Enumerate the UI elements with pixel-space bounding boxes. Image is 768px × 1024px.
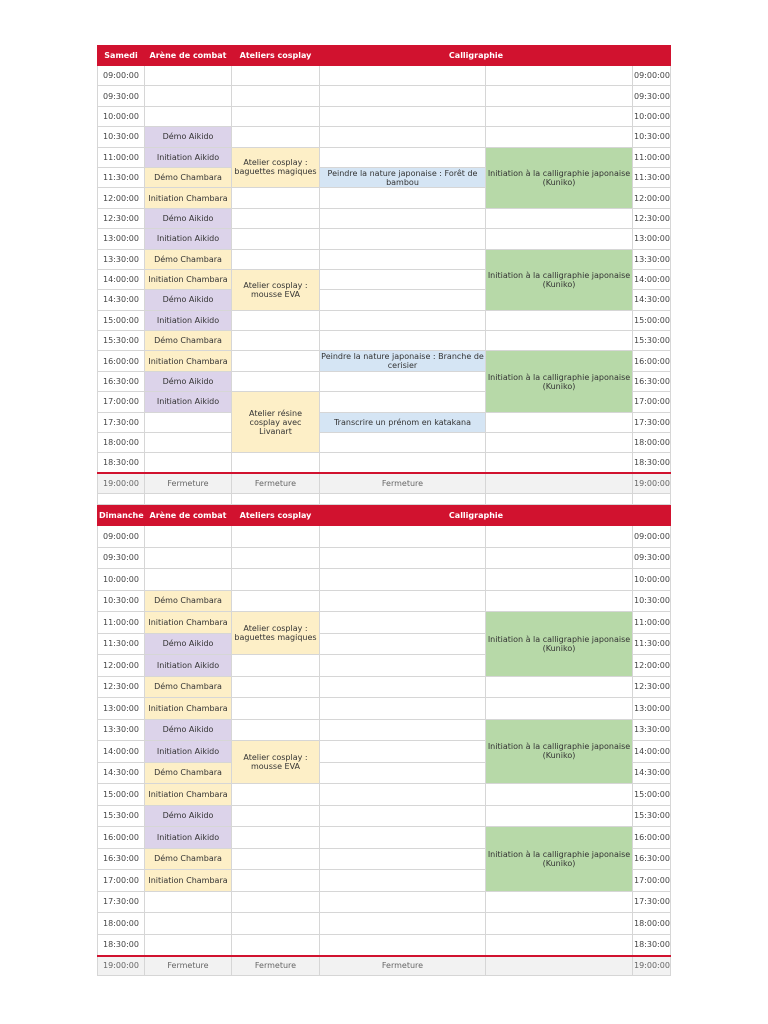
- schedule-row: [98, 208, 671, 228]
- time-cell-left: 10:30:00: [98, 127, 145, 147]
- calligraphy-empty: [486, 547, 633, 569]
- painting-empty: [320, 547, 486, 569]
- schedule-row: [98, 433, 671, 453]
- header-spacer: [633, 506, 671, 526]
- spacer-row: [98, 493, 671, 504]
- time-cell-right: 13:30:00: [633, 719, 671, 741]
- cosplay-workshop: Atelier cosplay : baguettes magiques: [232, 612, 320, 655]
- time-cell-left: 18:00:00: [98, 913, 145, 935]
- time-cell-right: 14:30:00: [633, 290, 671, 310]
- arena-activity: Initiation Chambara: [145, 188, 232, 208]
- calligraphy-empty: [486, 453, 633, 473]
- painting-empty: [320, 371, 486, 391]
- column-header-arena: Arène de combat: [145, 46, 232, 66]
- cosplay-empty: [232, 934, 320, 956]
- painting-workshop: Peindre la nature japonaise : Branche de cerisier: [321, 352, 484, 371]
- schedule-row: [98, 805, 671, 827]
- painting-empty: [320, 569, 486, 591]
- calligraphy-empty: [486, 86, 633, 106]
- schedule-row: [98, 913, 671, 935]
- calligraphy-session: Initiation à la calligraphie japonaise (Kuniko): [486, 612, 633, 677]
- time-cell-left: 13:30:00: [98, 249, 145, 269]
- closing-row: [98, 956, 671, 976]
- calligraphy-empty: [486, 784, 633, 806]
- cosplay-empty: [232, 310, 320, 330]
- arena-activity: [145, 453, 232, 473]
- cosplay-empty: [232, 208, 320, 228]
- calligraphy-session: Initiation à la calligraphie japonaise (Kuniko): [486, 351, 633, 412]
- arena-activity: Démo Aikido: [145, 208, 232, 228]
- arena-activity: [145, 891, 232, 913]
- calligraphy-session: Initiation à la calligraphie japonaise (Kuniko): [486, 249, 633, 310]
- arena-activity: [145, 913, 232, 935]
- calligraphy-empty: [486, 229, 633, 249]
- arena-activity: Initiation Chambara: [145, 784, 232, 806]
- painting-empty: [320, 188, 486, 208]
- time-cell-right: 10:00:00: [633, 106, 671, 126]
- time-cell-left: 11:00:00: [98, 147, 145, 167]
- painting-empty: [320, 208, 486, 228]
- time-cell-left: 10:00:00: [98, 106, 145, 126]
- arena-activity: Initiation Aikido: [145, 310, 232, 330]
- painting-empty: [320, 433, 486, 453]
- calligraphy-empty: [486, 106, 633, 126]
- closing-empty: [486, 473, 633, 493]
- arena-activity: [145, 412, 232, 432]
- painting-empty: [320, 127, 486, 147]
- calligraphy-empty: [486, 698, 633, 720]
- closing-row: [98, 473, 671, 493]
- cosplay-empty: [232, 870, 320, 892]
- calligraphy-empty: [486, 331, 633, 351]
- time-cell-right: 15:00:00: [633, 784, 671, 806]
- schedule-row: [98, 66, 671, 86]
- arena-activity: Démo Aikido: [145, 127, 232, 147]
- schedule-row: [98, 698, 671, 720]
- arena-activity: Démo Chambara: [145, 762, 232, 784]
- closing-label-arena: Fermeture: [145, 473, 232, 493]
- cosplay-workshop: Atelier cosplay : baguettes magiques: [232, 147, 320, 188]
- arena-activity: Initiation Aikido: [145, 392, 232, 412]
- schedule-row: [98, 676, 671, 698]
- spacer-cell: [633, 493, 671, 504]
- time-cell-left: 12:00:00: [98, 655, 145, 677]
- cosplay-workshop: Atelier cosplay : mousse EVA: [232, 269, 320, 310]
- time-cell-left: 13:30:00: [98, 719, 145, 741]
- cosplay-empty: [232, 698, 320, 720]
- time-cell-left: 16:30:00: [98, 371, 145, 391]
- calligraphy-empty: [486, 66, 633, 86]
- time-cell-left: 12:30:00: [98, 676, 145, 698]
- closing-label-painting: Fermeture: [320, 473, 486, 493]
- cosplay-empty: [232, 784, 320, 806]
- cosplay-empty: [232, 371, 320, 391]
- cosplay-empty: [232, 66, 320, 86]
- day-name: Samedi: [98, 46, 145, 66]
- painting-empty: [320, 612, 486, 634]
- arena-activity: Initiation Chambara: [145, 870, 232, 892]
- cosplay-empty: [232, 805, 320, 827]
- schedule-row: [98, 229, 671, 249]
- calligraphy-empty: [486, 208, 633, 228]
- time-cell-left: 16:00:00: [98, 351, 145, 371]
- schedule-row: [98, 412, 671, 432]
- time-cell-right: 18:30:00: [633, 453, 671, 473]
- schedule-row: [98, 590, 671, 612]
- calligraphy-empty: [486, 569, 633, 591]
- painting-empty: [320, 676, 486, 698]
- calligraphy-empty: [486, 676, 633, 698]
- schedule-row: [98, 934, 671, 956]
- time-cell-right: 12:00:00: [633, 655, 671, 677]
- time-cell-right: 17:00:00: [633, 870, 671, 892]
- painting-empty: [320, 86, 486, 106]
- painting-empty: [320, 392, 486, 412]
- time-cell-left: 14:30:00: [98, 762, 145, 784]
- painting-empty: [320, 331, 486, 351]
- schedule-row: [98, 86, 671, 106]
- time-cell-left: 10:30:00: [98, 590, 145, 612]
- column-header-calligraphy: Calligraphie: [320, 506, 633, 526]
- time-cell-left: 18:00:00: [98, 433, 145, 453]
- arena-activity: [145, 106, 232, 126]
- schedule-row: [98, 547, 671, 569]
- time-cell-left: 18:30:00: [98, 453, 145, 473]
- cosplay-empty: [232, 590, 320, 612]
- time-cell-left: 09:00:00: [98, 66, 145, 86]
- painting-empty: [320, 66, 486, 86]
- painting-empty: [320, 741, 486, 763]
- calligraphy-session: Initiation à la calligraphie japonaise (Kuniko): [486, 719, 633, 784]
- spacer-cell: [232, 493, 320, 504]
- schedule-row: [98, 249, 671, 269]
- schedule-row: [98, 331, 671, 351]
- time-cell-right: 10:30:00: [633, 590, 671, 612]
- time-cell-right: 15:00:00: [633, 310, 671, 330]
- arena-activity: Démo Chambara: [145, 676, 232, 698]
- painting-empty: [320, 290, 486, 310]
- cosplay-empty: [232, 331, 320, 351]
- arena-activity: Démo Aikido: [145, 290, 232, 310]
- cosplay-empty: [232, 848, 320, 870]
- time-cell-left: 14:00:00: [98, 269, 145, 289]
- calligraphy-empty: [486, 891, 633, 913]
- calligraphy-session: Initiation à la calligraphie japonaise (Kuniko): [486, 827, 633, 892]
- cosplay-empty: [232, 229, 320, 249]
- painting-empty: [320, 848, 486, 870]
- schedule-table-samedi: [97, 45, 671, 505]
- schedule-row: [98, 453, 671, 473]
- time-cell-right: 15:30:00: [633, 805, 671, 827]
- time-cell-left: 14:30:00: [98, 290, 145, 310]
- painting-empty: [320, 805, 486, 827]
- closing-time-right: 19:00:00: [633, 473, 671, 493]
- cosplay-empty: [232, 453, 320, 473]
- time-cell-right: 15:30:00: [633, 331, 671, 351]
- time-cell-left: 09:00:00: [98, 526, 145, 548]
- time-cell-right: 18:00:00: [633, 433, 671, 453]
- closing-label-arena: Fermeture: [145, 956, 232, 976]
- cosplay-workshop: Atelier cosplay : mousse EVA: [232, 741, 320, 784]
- arena-activity: Initiation Aikido: [145, 827, 232, 849]
- time-cell-right: 09:00:00: [633, 526, 671, 548]
- arena-activity: Démo Aikido: [145, 719, 232, 741]
- painting-empty: [320, 891, 486, 913]
- time-cell-right: 13:30:00: [633, 249, 671, 269]
- painting-empty: [320, 655, 486, 677]
- painting-workshop: Peindre la nature japonaise : Forêt de bambou: [320, 167, 486, 187]
- calligraphy-session: Initiation à la calligraphie japonaise (Kuniko): [486, 147, 633, 208]
- schedule-row: [98, 827, 671, 849]
- time-cell-right: 09:00:00: [633, 66, 671, 86]
- time-cell-left: 17:30:00: [98, 891, 145, 913]
- cosplay-empty: [232, 106, 320, 126]
- column-header-arena: Arène de combat: [145, 506, 232, 526]
- cosplay-empty: [232, 249, 320, 269]
- column-header-calligraphy: Calligraphie: [320, 46, 633, 66]
- arena-activity: Démo Chambara: [145, 590, 232, 612]
- painting-empty: [320, 249, 486, 269]
- painting-empty: [320, 913, 486, 935]
- column-header-cosplay: Ateliers cosplay: [232, 506, 320, 526]
- schedule-row: [98, 351, 671, 371]
- time-cell-left: 11:30:00: [98, 167, 145, 187]
- time-cell-right: 16:30:00: [633, 371, 671, 391]
- closing-time-left: 19:00:00: [98, 956, 145, 976]
- calligraphy-empty: [486, 433, 633, 453]
- schedule-row: [98, 106, 671, 126]
- arena-activity: [145, 569, 232, 591]
- calligraphy-empty: [486, 590, 633, 612]
- arena-activity: Initiation Chambara: [145, 698, 232, 720]
- arena-activity: Initiation Aikido: [145, 229, 232, 249]
- calligraphy-empty: [486, 412, 633, 432]
- painting-empty: [320, 934, 486, 956]
- arena-activity: Démo Aikido: [145, 633, 232, 655]
- time-cell-left: 10:00:00: [98, 569, 145, 591]
- time-cell-left: 12:30:00: [98, 208, 145, 228]
- time-cell-left: 12:00:00: [98, 188, 145, 208]
- arena-activity: Initiation Aikido: [145, 655, 232, 677]
- arena-activity: Démo Chambara: [145, 848, 232, 870]
- calligraphy-empty: [486, 526, 633, 548]
- time-cell-left: 09:30:00: [98, 86, 145, 106]
- arena-activity: [145, 86, 232, 106]
- arena-activity: Initiation Aikido: [145, 147, 232, 167]
- schedule-row: [98, 526, 671, 548]
- arena-activity: Initiation Chambara: [145, 269, 232, 289]
- arena-activity: [145, 547, 232, 569]
- closing-label-cosplay: Fermeture: [232, 473, 320, 493]
- painting-empty: [320, 269, 486, 289]
- time-cell-right: 14:00:00: [633, 741, 671, 763]
- time-cell-right: 11:00:00: [633, 147, 671, 167]
- day-name: Dimanche: [98, 506, 145, 526]
- time-cell-left: 14:00:00: [98, 741, 145, 763]
- arena-activity: [145, 934, 232, 956]
- time-cell-right: 13:00:00: [633, 698, 671, 720]
- time-cell-right: 17:00:00: [633, 392, 671, 412]
- painting-empty: [320, 762, 486, 784]
- cosplay-empty: [232, 188, 320, 208]
- arena-activity: Initiation Chambara: [145, 612, 232, 634]
- painting-empty: [320, 147, 486, 167]
- schedule-row: [98, 719, 671, 741]
- time-cell-left: 17:00:00: [98, 392, 145, 412]
- time-cell-right: 12:00:00: [633, 188, 671, 208]
- time-cell-right: 11:30:00: [633, 633, 671, 655]
- time-cell-right: 16:30:00: [633, 848, 671, 870]
- arena-activity: Démo Chambara: [145, 249, 232, 269]
- time-cell-left: 15:30:00: [98, 331, 145, 351]
- cosplay-empty: [232, 127, 320, 147]
- cosplay-empty: [232, 86, 320, 106]
- painting-empty: [320, 633, 486, 655]
- time-cell-left: 16:00:00: [98, 827, 145, 849]
- time-cell-right: 12:30:00: [633, 208, 671, 228]
- painting-workshop: Transcrire un prénom en katakana: [320, 412, 486, 432]
- time-cell-right: 11:00:00: [633, 612, 671, 634]
- time-cell-right: 16:00:00: [633, 351, 671, 371]
- painting-empty: [320, 229, 486, 249]
- calligraphy-empty: [486, 934, 633, 956]
- time-cell-right: 10:30:00: [633, 127, 671, 147]
- arena-activity: [145, 526, 232, 548]
- time-cell-left: 09:30:00: [98, 547, 145, 569]
- calligraphy-empty: [486, 127, 633, 147]
- painting-empty: [320, 310, 486, 330]
- cosplay-empty: [232, 526, 320, 548]
- spacer-cell: [486, 493, 633, 504]
- arena-activity: Démo Chambara: [145, 167, 232, 187]
- column-header-cosplay: Ateliers cosplay: [232, 46, 320, 66]
- time-cell-left: 18:30:00: [98, 934, 145, 956]
- time-cell-right: 10:00:00: [633, 569, 671, 591]
- spacer-cell: [145, 493, 232, 504]
- time-cell-left: 16:30:00: [98, 848, 145, 870]
- time-cell-left: 11:30:00: [98, 633, 145, 655]
- arena-activity: Initiation Aikido: [145, 741, 232, 763]
- time-cell-right: 14:30:00: [633, 762, 671, 784]
- schedule-row: [98, 569, 671, 591]
- painting-empty: [320, 453, 486, 473]
- time-cell-left: 13:00:00: [98, 698, 145, 720]
- time-cell-left: 17:00:00: [98, 870, 145, 892]
- time-cell-right: 17:30:00: [633, 891, 671, 913]
- time-cell-right: 11:30:00: [633, 167, 671, 187]
- closing-label-cosplay: Fermeture: [232, 956, 320, 976]
- time-cell-left: 13:00:00: [98, 229, 145, 249]
- schedule-row: [98, 891, 671, 913]
- closing-time-left: 19:00:00: [98, 473, 145, 493]
- time-cell-right: 17:30:00: [633, 412, 671, 432]
- schedule-row: [98, 612, 671, 634]
- schedule-table-dimanche: [97, 505, 671, 976]
- time-cell-right: 09:30:00: [633, 86, 671, 106]
- calligraphy-empty: [486, 310, 633, 330]
- cosplay-empty: [232, 351, 320, 371]
- closing-label-painting: Fermeture: [320, 956, 486, 976]
- time-cell-right: 13:00:00: [633, 229, 671, 249]
- cosplay-empty: [232, 655, 320, 677]
- painting-empty: [320, 590, 486, 612]
- spacer-cell: [98, 493, 145, 504]
- cosplay-empty: [232, 719, 320, 741]
- time-cell-left: 17:30:00: [98, 412, 145, 432]
- painting-empty: [320, 526, 486, 548]
- closing-time-right: 19:00:00: [633, 956, 671, 976]
- schedule-row: [98, 147, 671, 167]
- cosplay-empty: [232, 913, 320, 935]
- closing-empty: [486, 956, 633, 976]
- painting-empty: [320, 870, 486, 892]
- arena-activity: Initiation Chambara: [145, 351, 232, 371]
- cosplay-workshop: Atelier résine cosplay avec Livanart: [232, 392, 320, 453]
- arena-activity: Démo Aikido: [145, 805, 232, 827]
- painting-empty: [320, 106, 486, 126]
- schedule-row: [98, 784, 671, 806]
- header-spacer: [633, 46, 671, 66]
- arena-activity: Démo Chambara: [145, 331, 232, 351]
- time-cell-right: 12:30:00: [633, 676, 671, 698]
- painting-empty: [320, 827, 486, 849]
- painting-empty: [320, 784, 486, 806]
- time-cell-left: 15:00:00: [98, 310, 145, 330]
- time-cell-left: 15:30:00: [98, 805, 145, 827]
- time-cell-right: 18:30:00: [633, 934, 671, 956]
- cosplay-empty: [232, 827, 320, 849]
- cosplay-empty: [232, 569, 320, 591]
- cosplay-empty: [232, 547, 320, 569]
- painting-empty: [320, 719, 486, 741]
- time-cell-right: 14:00:00: [633, 269, 671, 289]
- time-cell-right: 18:00:00: [633, 913, 671, 935]
- time-cell-right: 09:30:00: [633, 547, 671, 569]
- calligraphy-empty: [486, 913, 633, 935]
- painting-empty: [320, 698, 486, 720]
- arena-activity: [145, 66, 232, 86]
- time-cell-left: 15:00:00: [98, 784, 145, 806]
- schedule-row: [98, 310, 671, 330]
- spacer-cell: [320, 493, 486, 504]
- time-cell-right: 16:00:00: [633, 827, 671, 849]
- calligraphy-empty: [486, 805, 633, 827]
- cosplay-empty: [232, 676, 320, 698]
- schedule-row: [98, 127, 671, 147]
- cosplay-empty: [232, 891, 320, 913]
- arena-activity: [145, 433, 232, 453]
- time-cell-left: 11:00:00: [98, 612, 145, 634]
- arena-activity: Démo Aikido: [145, 371, 232, 391]
